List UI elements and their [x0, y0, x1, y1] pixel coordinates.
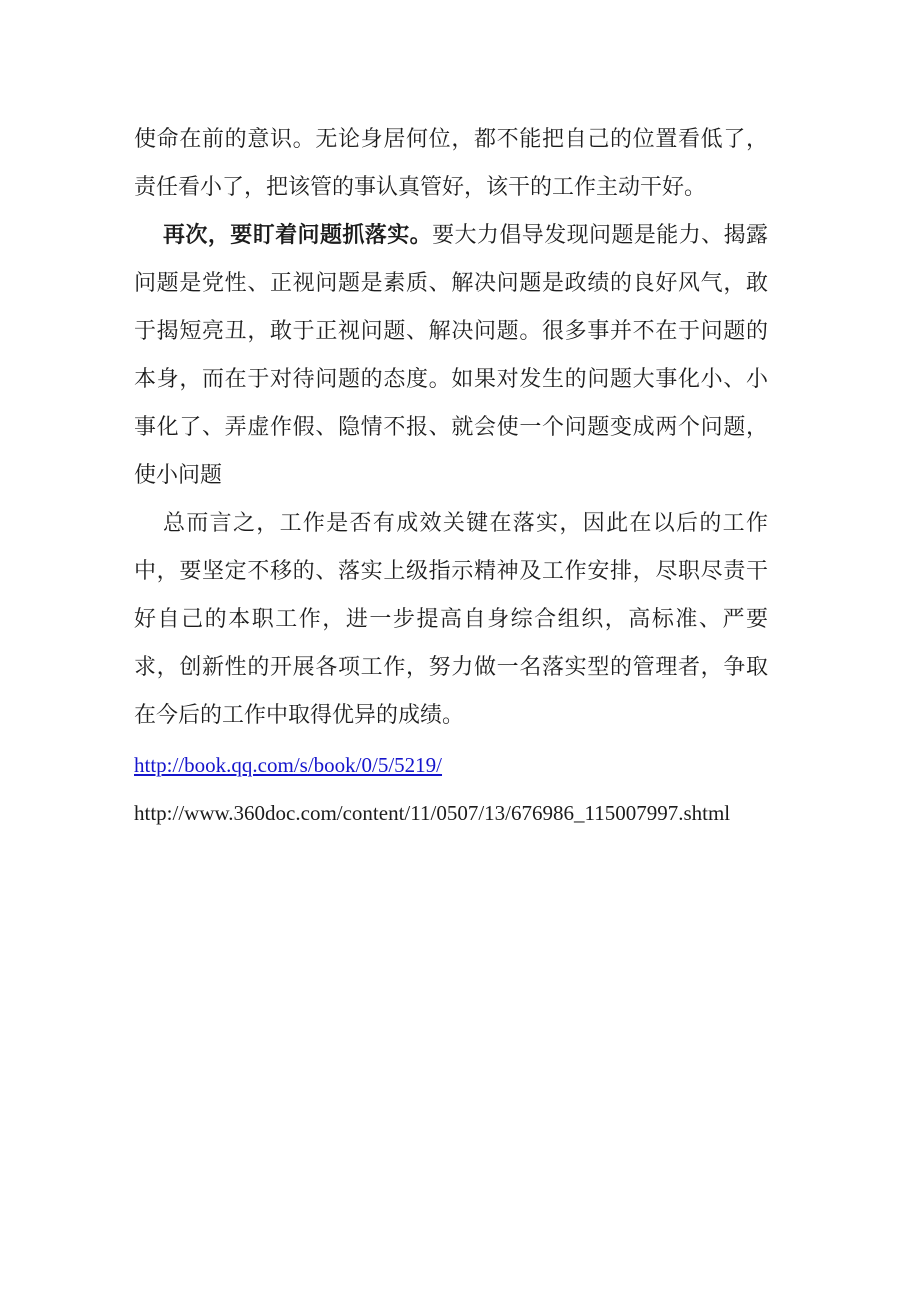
bold-lead-run: 再次，要盯着问题抓落实。: [163, 222, 433, 247]
paragraph-2: [134, 211, 768, 499]
text-run: 总而言之，工作是否有成效关键在落实，因此在以后的工作中，要坚定不移的、落实上级指示精神及工作安排，尽职尽责干好自己的本职工作，进一步提高自身综合组织，高标准、严要求，创新性的开展各项工作，努力做一名落实型的管理者，争取在今后的工作中取得优异的成绩。: [134, 510, 768, 727]
hyperlink-book-qq[interactable]: http://book.qq.com/s/book/0/5/5219/: [134, 753, 443, 777]
links-section: [134, 741, 768, 837]
paragraph-1: [134, 115, 768, 211]
text-run: 要大力倡导发现问题是能力、揭露问题是党性、正视问题是素质、解决问题是政绩的良好风气，敢于揭短亮丑，敢于正视问题、解决问题。很多事并不在于问题的本身，而在于对待问题的态度。如果对发生的问题大事化小、小事化了、弄虚作假、隐情不报、就会使一个问题变成两个问题，使小问题: [134, 222, 768, 487]
text-run: 使命在前的意识。无论身居何位，都不能把自己的位置看低了，责任看小了，把该管的事认真管好，该干的工作主动干好。: [134, 126, 768, 199]
document-content: [134, 115, 768, 837]
document-body: [134, 115, 768, 739]
url-text-360doc: http://www.360doc.com/content/11/0507/13/676986_115007997.shtml: [134, 801, 731, 825]
paragraph-3: [134, 499, 768, 739]
